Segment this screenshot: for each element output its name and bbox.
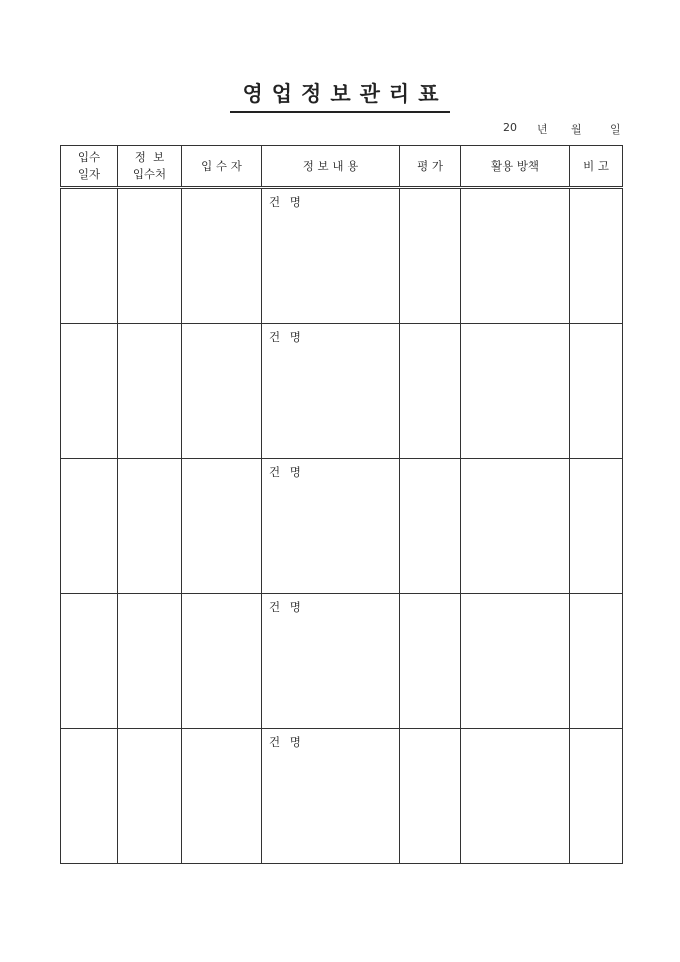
- header-evaluation: 평 가: [400, 146, 461, 188]
- table-row: [61, 188, 623, 324]
- evaluation-cell[interactable]: [400, 459, 461, 594]
- info-source-cell[interactable]: [118, 459, 182, 594]
- usage-plan-cell[interactable]: [461, 729, 570, 864]
- table-row: [61, 324, 623, 459]
- usage-plan-cell[interactable]: [461, 459, 570, 594]
- header-info-content: 정 보 내 용: [262, 146, 400, 188]
- usage-plan-cell[interactable]: [461, 188, 570, 324]
- header-receipt-date: 입수 일자: [61, 146, 118, 188]
- remarks-cell[interactable]: [570, 594, 623, 729]
- recipient-cell[interactable]: [182, 594, 262, 729]
- remarks-cell[interactable]: [570, 729, 623, 864]
- receipt-date-cell[interactable]: [61, 459, 118, 594]
- recipient-cell[interactable]: [182, 188, 262, 324]
- table-row: [61, 729, 623, 864]
- recipient-cell[interactable]: [182, 459, 262, 594]
- header-recipient: 입 수 자: [182, 146, 262, 188]
- info-management-table: [60, 145, 623, 864]
- receipt-date-cell[interactable]: [61, 324, 118, 459]
- page-title: 영업정보관리표: [230, 78, 449, 113]
- info-source-cell[interactable]: [118, 729, 182, 864]
- remarks-cell[interactable]: [570, 459, 623, 594]
- table-row: [61, 459, 623, 594]
- info-content-cell[interactable]: [262, 324, 400, 459]
- header-info-source: 정 보 입수처: [118, 146, 182, 188]
- evaluation-cell[interactable]: [400, 324, 461, 459]
- content-subject-label: 건 명: [269, 735, 304, 749]
- table-row: [61, 594, 623, 729]
- usage-plan-cell[interactable]: [461, 324, 570, 459]
- info-content-cell[interactable]: [262, 594, 400, 729]
- receipt-date-cell[interactable]: [61, 729, 118, 864]
- recipient-cell[interactable]: [182, 729, 262, 864]
- date-year-prefix: 20: [503, 121, 517, 134]
- info-content-cell[interactable]: [262, 188, 400, 324]
- date-year-label: 년: [537, 123, 548, 136]
- header-row: [61, 146, 623, 188]
- usage-plan-cell[interactable]: [461, 594, 570, 729]
- content-subject-label: 건 명: [269, 465, 304, 479]
- info-source-cell[interactable]: [118, 594, 182, 729]
- info-content-cell[interactable]: [262, 729, 400, 864]
- recipient-cell[interactable]: [182, 324, 262, 459]
- info-content-cell[interactable]: [262, 459, 400, 594]
- evaluation-cell[interactable]: [400, 594, 461, 729]
- info-source-cell[interactable]: [118, 188, 182, 324]
- remarks-cell[interactable]: [570, 188, 623, 324]
- evaluation-cell[interactable]: [400, 188, 461, 324]
- title-area: [0, 78, 680, 113]
- content-subject-label: 건 명: [269, 195, 304, 209]
- header-remarks: 비 고: [570, 146, 623, 188]
- content-subject-label: 건 명: [269, 330, 304, 344]
- info-source-cell[interactable]: [118, 324, 182, 459]
- content-subject-label: 건 명: [269, 600, 304, 614]
- date-day-label: 일: [610, 123, 621, 136]
- receipt-date-cell[interactable]: [61, 188, 118, 324]
- remarks-cell[interactable]: [570, 324, 623, 459]
- receipt-date-cell[interactable]: [61, 594, 118, 729]
- header-usage-plan: 활용 방책: [461, 146, 570, 188]
- evaluation-cell[interactable]: [400, 729, 461, 864]
- date-month-label: 월: [571, 123, 582, 136]
